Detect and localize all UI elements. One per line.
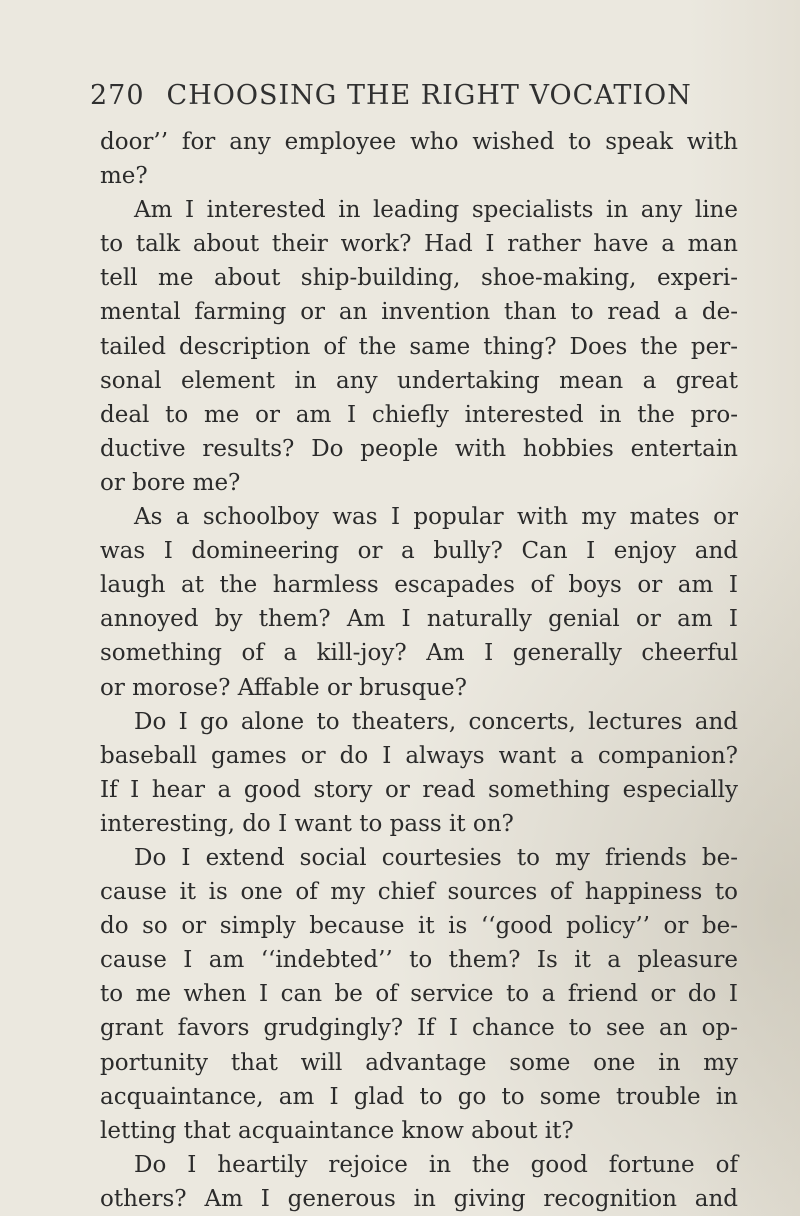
text-line: something of a kill-joy? Am I generally cheerful (100, 640, 738, 667)
body-text (100, 125, 738, 1216)
text-line: laugh at the harmless escapades of boys or am I (100, 572, 738, 599)
text-line: Do I go alone to theaters, concerts, lectures and (134, 708, 738, 735)
text-line: do so or simply because it is ‘‘good policy’’ or be- (100, 913, 738, 940)
text-line: tailed description of the same thing? Does the per- (100, 333, 738, 360)
running-header (90, 80, 740, 111)
text-line: to me when I can be of service to a friend or do I (100, 981, 738, 1008)
text-line: acquaintance, am I glad to go to some trouble in (100, 1083, 738, 1110)
text-line: was I domineering or a bully? Can I enjoy and (100, 538, 738, 565)
text-line: or morose? Affable or brusque? (100, 674, 467, 701)
text-line: If I hear a good story or read something especially (100, 776, 738, 803)
running-title: CHOOSING THE RIGHT VOCATION (166, 80, 692, 111)
text-line: mental farming or an invention than to read a de- (100, 299, 738, 326)
text-line: or bore me? (100, 469, 241, 496)
text-line: cause I am ‘‘indebted’’ to them? Is it a pleasure (100, 947, 738, 974)
text-line: grant favors grudgingly? If I chance to see an op- (100, 1015, 738, 1042)
text-line: cause it is one of my chief sources of happiness to (100, 879, 738, 906)
text-line: deal to me or am I chiefly interested in the pro- (100, 401, 738, 428)
text-line: others? Am I generous in giving recognition and (100, 1185, 738, 1212)
text-line: door’’ for any employee who wished to speak with (100, 129, 738, 155)
text-line: ductive results? Do people with hobbies entertain (100, 435, 738, 462)
text-line: annoyed by them? Am I naturally genial or am I (100, 606, 738, 633)
text-line: letting that acquaintance know about it? (100, 1117, 574, 1144)
text-line: portunity that will advantage some one in my (100, 1049, 738, 1076)
text-line: to talk about their work? Had I rather have a man (100, 231, 738, 258)
page-number: 270 (90, 80, 145, 111)
text-line: interesting, do I want to pass it on? (100, 810, 514, 837)
text-line: Do I extend social courtesies to my friends be- (134, 844, 738, 871)
text-line: baseball games or do I always want a companion? (100, 742, 738, 769)
text-line: Am I interested in leading specialists in any line (134, 197, 738, 224)
text-line: sonal element in any undertaking mean a great (100, 367, 738, 394)
text-line: Do I heartily rejoice in the good fortune of (134, 1151, 738, 1178)
text-line: me? (100, 163, 148, 190)
text-line: tell me about ship-building, shoe-making, experi- (100, 265, 738, 292)
text-line: As a schoolboy was I popular with my mates or (134, 504, 738, 531)
